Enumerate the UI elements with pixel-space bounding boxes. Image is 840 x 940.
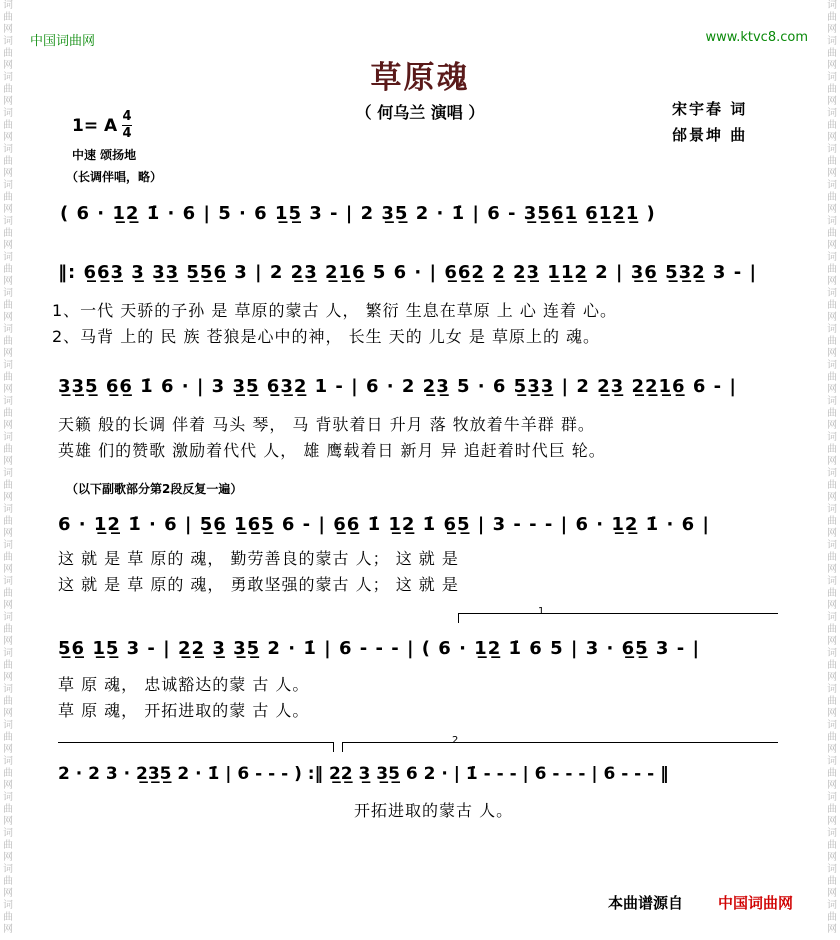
watermark-char: 词 (3, 216, 13, 227)
watermark-char: 词 (3, 612, 13, 623)
watermark-char: 网 (827, 420, 837, 431)
watermark-char: 网 (827, 132, 837, 143)
notation-row-4: 6 · 1̲2̲ 1̇ · 6 | 5̲6̲ 1̲6̲5̲ 6 - | 6̲6̲ 1̇ 1̲2̲ 1̇ 6̲5̲ | 3 - - - | 6 · 1̲2̲ 1̇ · 6 | (58, 514, 710, 535)
watermark-char: 词 (827, 216, 837, 227)
ending-2-bracket (342, 742, 778, 743)
watermark-char: 曲 (3, 156, 13, 167)
song-title: 草原魂 (370, 60, 470, 96)
time-bottom: 4 (122, 126, 132, 141)
watermark-char: 网 (3, 816, 13, 827)
watermark-char: 网 (3, 96, 13, 107)
watermark-char: 网 (827, 456, 837, 467)
watermark-char: 曲 (3, 552, 13, 563)
watermark-char: 词 (827, 288, 837, 299)
watermark-char: 曲 (827, 192, 837, 203)
watermark-char: 词 (3, 720, 13, 731)
watermark-char: 曲 (827, 336, 837, 347)
watermark-char: 词 (3, 864, 13, 875)
watermark-char: 词 (827, 180, 837, 191)
watermark-char: 网 (827, 24, 837, 35)
watermark-char: 曲 (827, 120, 837, 131)
watermark-char: 词 (3, 900, 13, 911)
lyrics-chorus-line2: 这 就 是 草 原的 魂， 勇敢坚强的蒙古 人； 这 就 是 (58, 575, 459, 594)
watermark-char: 曲 (3, 912, 13, 923)
watermark-char: 网 (827, 816, 837, 827)
watermark-char: 词 (827, 864, 837, 875)
watermark-char: 词 (827, 396, 837, 407)
watermark-char: 网 (827, 528, 837, 539)
watermark-char: 曲 (3, 876, 13, 887)
watermark-char: 网 (827, 348, 837, 359)
watermark-char: 网 (3, 528, 13, 539)
watermark-char: 曲 (827, 372, 837, 383)
watermark-char: 曲 (3, 516, 13, 527)
watermark-char: 词 (827, 432, 837, 443)
notation-row-1: ( 6 · 1̲2̲ 1̇ · 6 | 5 · 6 1̲5̲ 3 - | 2 3̲5̲ 2 · 1̇ | 6 - 3̲5̲6̲1̲ 6̲1̲2̲1̲ ) (60, 203, 656, 224)
watermark-char: 曲 (3, 48, 13, 59)
watermark-char: 曲 (827, 876, 837, 887)
watermark-char: 曲 (827, 696, 837, 707)
watermark-char: 词 (827, 108, 837, 119)
watermark-char: 词 (3, 828, 13, 839)
composer-credit: 邰景坤 曲 (672, 126, 748, 144)
watermark-char: 曲 (827, 300, 837, 311)
watermark-char: 网 (827, 60, 837, 71)
footer-source-label: 本曲谱源自 (608, 894, 684, 912)
watermark-char: 曲 (3, 120, 13, 131)
watermark-char: 网 (827, 564, 837, 575)
watermark-char: 词 (3, 36, 13, 47)
watermark-char: 曲 (827, 660, 837, 671)
watermark-char: 词 (827, 504, 837, 515)
watermark-char: 网 (827, 888, 837, 899)
watermark-char: 词 (3, 756, 13, 767)
watermark-char: 网 (827, 636, 837, 647)
watermark-char: 词 (3, 0, 13, 11)
watermark-char: 词 (3, 468, 13, 479)
watermark-char: 词 (3, 648, 13, 659)
watermark-char: 网 (3, 312, 13, 323)
ending-1-bracket-end (333, 742, 334, 752)
watermark-char: 网 (3, 240, 13, 251)
watermark-char: 词 (827, 612, 837, 623)
watermark-char: 词 (827, 468, 837, 479)
watermark-char: 网 (827, 168, 837, 179)
watermark-char: 曲 (3, 840, 13, 851)
footer-site-link[interactable]: 中国词曲网 (718, 894, 794, 912)
watermark-char: 网 (827, 204, 837, 215)
tempo-marking: 中速 颂扬地 (72, 148, 137, 162)
watermark-char: 曲 (3, 768, 13, 779)
watermark-char: 曲 (3, 192, 13, 203)
watermark-char: 曲 (827, 516, 837, 527)
watermark-char: 网 (3, 24, 13, 35)
watermark-char: 词 (3, 324, 13, 335)
watermark-char: 曲 (827, 228, 837, 239)
site-name-left[interactable]: 中国词曲网 (30, 34, 96, 49)
watermark-char: 曲 (827, 84, 837, 95)
lyrics-verse2-line2: 英雄 们的赞歌 激励着代代 人， 雄 鹰载着日 新月 异 追赶着时代巨 轮。 (58, 441, 606, 460)
ending-1-bracket (458, 613, 778, 614)
watermark-char: 网 (827, 312, 837, 323)
watermark-char: 曲 (827, 912, 837, 923)
watermark-char: 词 (827, 540, 837, 551)
watermark-char: 网 (3, 672, 13, 683)
watermark-char: 网 (3, 456, 13, 467)
time-top: 4 (122, 109, 132, 124)
watermark-char: 网 (3, 384, 13, 395)
watermark-char: 网 (3, 924, 13, 935)
watermark-char: 曲 (3, 660, 13, 671)
watermark-char: 曲 (827, 156, 837, 167)
watermark-char: 曲 (827, 588, 837, 599)
watermark-char: 曲 (827, 264, 837, 275)
watermark-char: 网 (827, 276, 837, 287)
ending-2-number: 2 (452, 735, 459, 746)
singer-credit: （ 何乌兰 演唱 ） (355, 103, 485, 122)
watermark-char: 网 (827, 384, 837, 395)
watermark-char: 曲 (3, 804, 13, 815)
watermark-char: 词 (827, 648, 837, 659)
watermark-char: 词 (827, 144, 837, 155)
watermark-char: 曲 (827, 408, 837, 419)
watermark-char: 网 (827, 744, 837, 755)
ending-1-bracket-tick (458, 613, 459, 623)
watermark-char: 网 (3, 888, 13, 899)
watermark-char: 曲 (3, 372, 13, 383)
watermark-char: 网 (3, 276, 13, 287)
intro-note: （长调伴唱，略） (66, 170, 163, 184)
time-signature (122, 110, 132, 141)
site-url-right[interactable]: www.ktvc8.com (705, 30, 808, 45)
watermark-char: 网 (827, 780, 837, 791)
watermark-char: 网 (3, 204, 13, 215)
watermark-char: 网 (3, 420, 13, 431)
watermark-char: 词 (3, 72, 13, 83)
watermark-char: 网 (3, 636, 13, 647)
watermark-char: 词 (3, 180, 13, 191)
watermark-char: 网 (827, 240, 837, 251)
right-watermark (824, 0, 840, 940)
watermark-char: 词 (3, 504, 13, 515)
watermark-char: 网 (3, 744, 13, 755)
ending-1-bracket-continued (58, 742, 334, 743)
watermark-char: 词 (827, 576, 837, 587)
watermark-char: 词 (3, 432, 13, 443)
watermark-char: 网 (3, 708, 13, 719)
watermark-char: 词 (3, 144, 13, 155)
watermark-char: 网 (3, 132, 13, 143)
watermark-char: 词 (3, 360, 13, 371)
watermark-char: 曲 (3, 336, 13, 347)
lyrics-verse1-line2: 天籁 般的长调 伴着 马头 琴， 马 背驮着日 升月 落 牧放着牛羊群 群。 (58, 415, 595, 434)
lyrics-ending-line: 开拓进取的蒙古 人。 (354, 801, 514, 820)
watermark-char: 曲 (827, 12, 837, 23)
watermark-char: 词 (827, 792, 837, 803)
lyrics-chorus-line3: 草 原 魂， 忠诚豁达的蒙 古 人。 (58, 675, 310, 694)
watermark-char: 词 (3, 576, 13, 587)
watermark-char: 曲 (3, 624, 13, 635)
notation-row-3: 3̲3̲5̲ 6̲6̲ 1̇ 6 · | 3 3̲5̲ 6̲3̲2̲ 1 - | 6 · 2 2̲3̲ 5 · 6 5̲3̲3̲ | 2 2̲3̲ 2̲2̲1̲6̲ 6 - | (58, 376, 737, 397)
watermark-char: 曲 (3, 300, 13, 311)
watermark-char: 词 (827, 36, 837, 47)
watermark-char: 词 (3, 252, 13, 263)
watermark-char: 曲 (827, 732, 837, 743)
watermark-char: 词 (827, 900, 837, 911)
repeat-note: （以下副歌部分第2段反复一遍） (66, 482, 243, 496)
watermark-char: 曲 (827, 804, 837, 815)
watermark-char: 网 (3, 852, 13, 863)
watermark-char: 曲 (827, 552, 837, 563)
watermark-char: 曲 (3, 696, 13, 707)
watermark-char: 词 (3, 108, 13, 119)
watermark-char: 词 (3, 288, 13, 299)
watermark-char: 网 (3, 600, 13, 611)
watermark-char: 词 (827, 720, 837, 731)
watermark-char: 词 (827, 828, 837, 839)
lyricist-credit: 宋宇春 词 (672, 100, 748, 118)
watermark-char: 曲 (3, 228, 13, 239)
ending-1-number: 1 (538, 606, 545, 617)
watermark-char: 网 (827, 708, 837, 719)
watermark-char: 词 (3, 540, 13, 551)
watermark-char: 网 (827, 96, 837, 107)
watermark-char: 网 (3, 60, 13, 71)
lyrics-chorus-line4: 草 原 魂， 开拓进取的蒙 古 人。 (58, 701, 310, 720)
watermark-char: 曲 (827, 768, 837, 779)
watermark-char: 词 (827, 324, 837, 335)
watermark-char: 网 (827, 924, 837, 935)
watermark-char: 网 (827, 852, 837, 863)
watermark-char: 曲 (827, 624, 837, 635)
watermark-char: 曲 (3, 84, 13, 95)
watermark-char: 词 (827, 252, 837, 263)
watermark-char: 曲 (3, 12, 13, 23)
watermark-char: 词 (827, 72, 837, 83)
watermark-char: 网 (827, 600, 837, 611)
watermark-char: 词 (827, 360, 837, 371)
watermark-char: 词 (3, 684, 13, 695)
lyrics-chorus-line1: 这 就 是 草 原的 魂， 勤劳善良的蒙古 人； 这 就 是 (58, 549, 459, 568)
watermark-char: 词 (3, 396, 13, 407)
watermark-char: 曲 (3, 588, 13, 599)
watermark-char: 网 (3, 168, 13, 179)
watermark-char: 曲 (3, 444, 13, 455)
ending-2-bracket-tick (342, 742, 343, 752)
watermark-char: 词 (827, 756, 837, 767)
watermark-char: 曲 (3, 480, 13, 491)
watermark-char: 曲 (827, 480, 837, 491)
lyrics-verse2-line1: 2、马背 上的 民 族 苍狼是心中的神， 长生 天的 儿女 是 草原上的 魂。 (52, 327, 601, 346)
watermark-char: 曲 (3, 264, 13, 275)
watermark-char: 曲 (827, 48, 837, 59)
watermark-char: 网 (3, 492, 13, 503)
watermark-char: 曲 (827, 840, 837, 851)
watermark-char: 词 (827, 0, 837, 11)
watermark-char: 词 (827, 684, 837, 695)
notation-row-2: ‖: 6̲6̲3̲ 3̲ 3̲3̲ 5̲5̲6̲ 3 | 2 2̲3̲ 2̲1̲6̲ 5 6 · | 6̲6̲2̲ 2̲ 2̲3̲ 1̲1̲2̲ 2 | 3̲6̲ 5̲3̲2̲ 3 - | (58, 262, 758, 283)
key-signature: 1= A (72, 116, 118, 136)
notation-row-6: 2 · 2 3 · 2̲3̲5̲ 2 · 1̇ | 6 - - - ) :‖ 2̲2̲ 3̲ 3̲5̲ 6 2 · | 1̇ - - - | 6 - - - | 6 - - - ‖ (58, 764, 669, 784)
watermark-char: 网 (827, 492, 837, 503)
watermark-char: 网 (3, 780, 13, 791)
watermark-char: 网 (827, 672, 837, 683)
watermark-char: 曲 (3, 732, 13, 743)
left-watermark (0, 0, 16, 940)
watermark-char: 词 (3, 792, 13, 803)
lyrics-verse1-line1: 1、一代 天骄的子孙 是 草原的蒙古 人， 繁衍 生息在草原 上 心 连着 心。 (52, 301, 618, 320)
watermark-char: 网 (3, 348, 13, 359)
notation-row-5: 5̲6̲ 1̲5̲ 3 - | 2̲2̲ 3̲ 3̲5̲ 2 · 1̇ | 6 - - - | ( 6 · 1̲2̲ 1̇ 6 5 | 3 · 6̲5̲ 3 - | (58, 638, 701, 659)
watermark-char: 曲 (827, 444, 837, 455)
watermark-char: 曲 (3, 408, 13, 419)
watermark-char: 网 (3, 564, 13, 575)
